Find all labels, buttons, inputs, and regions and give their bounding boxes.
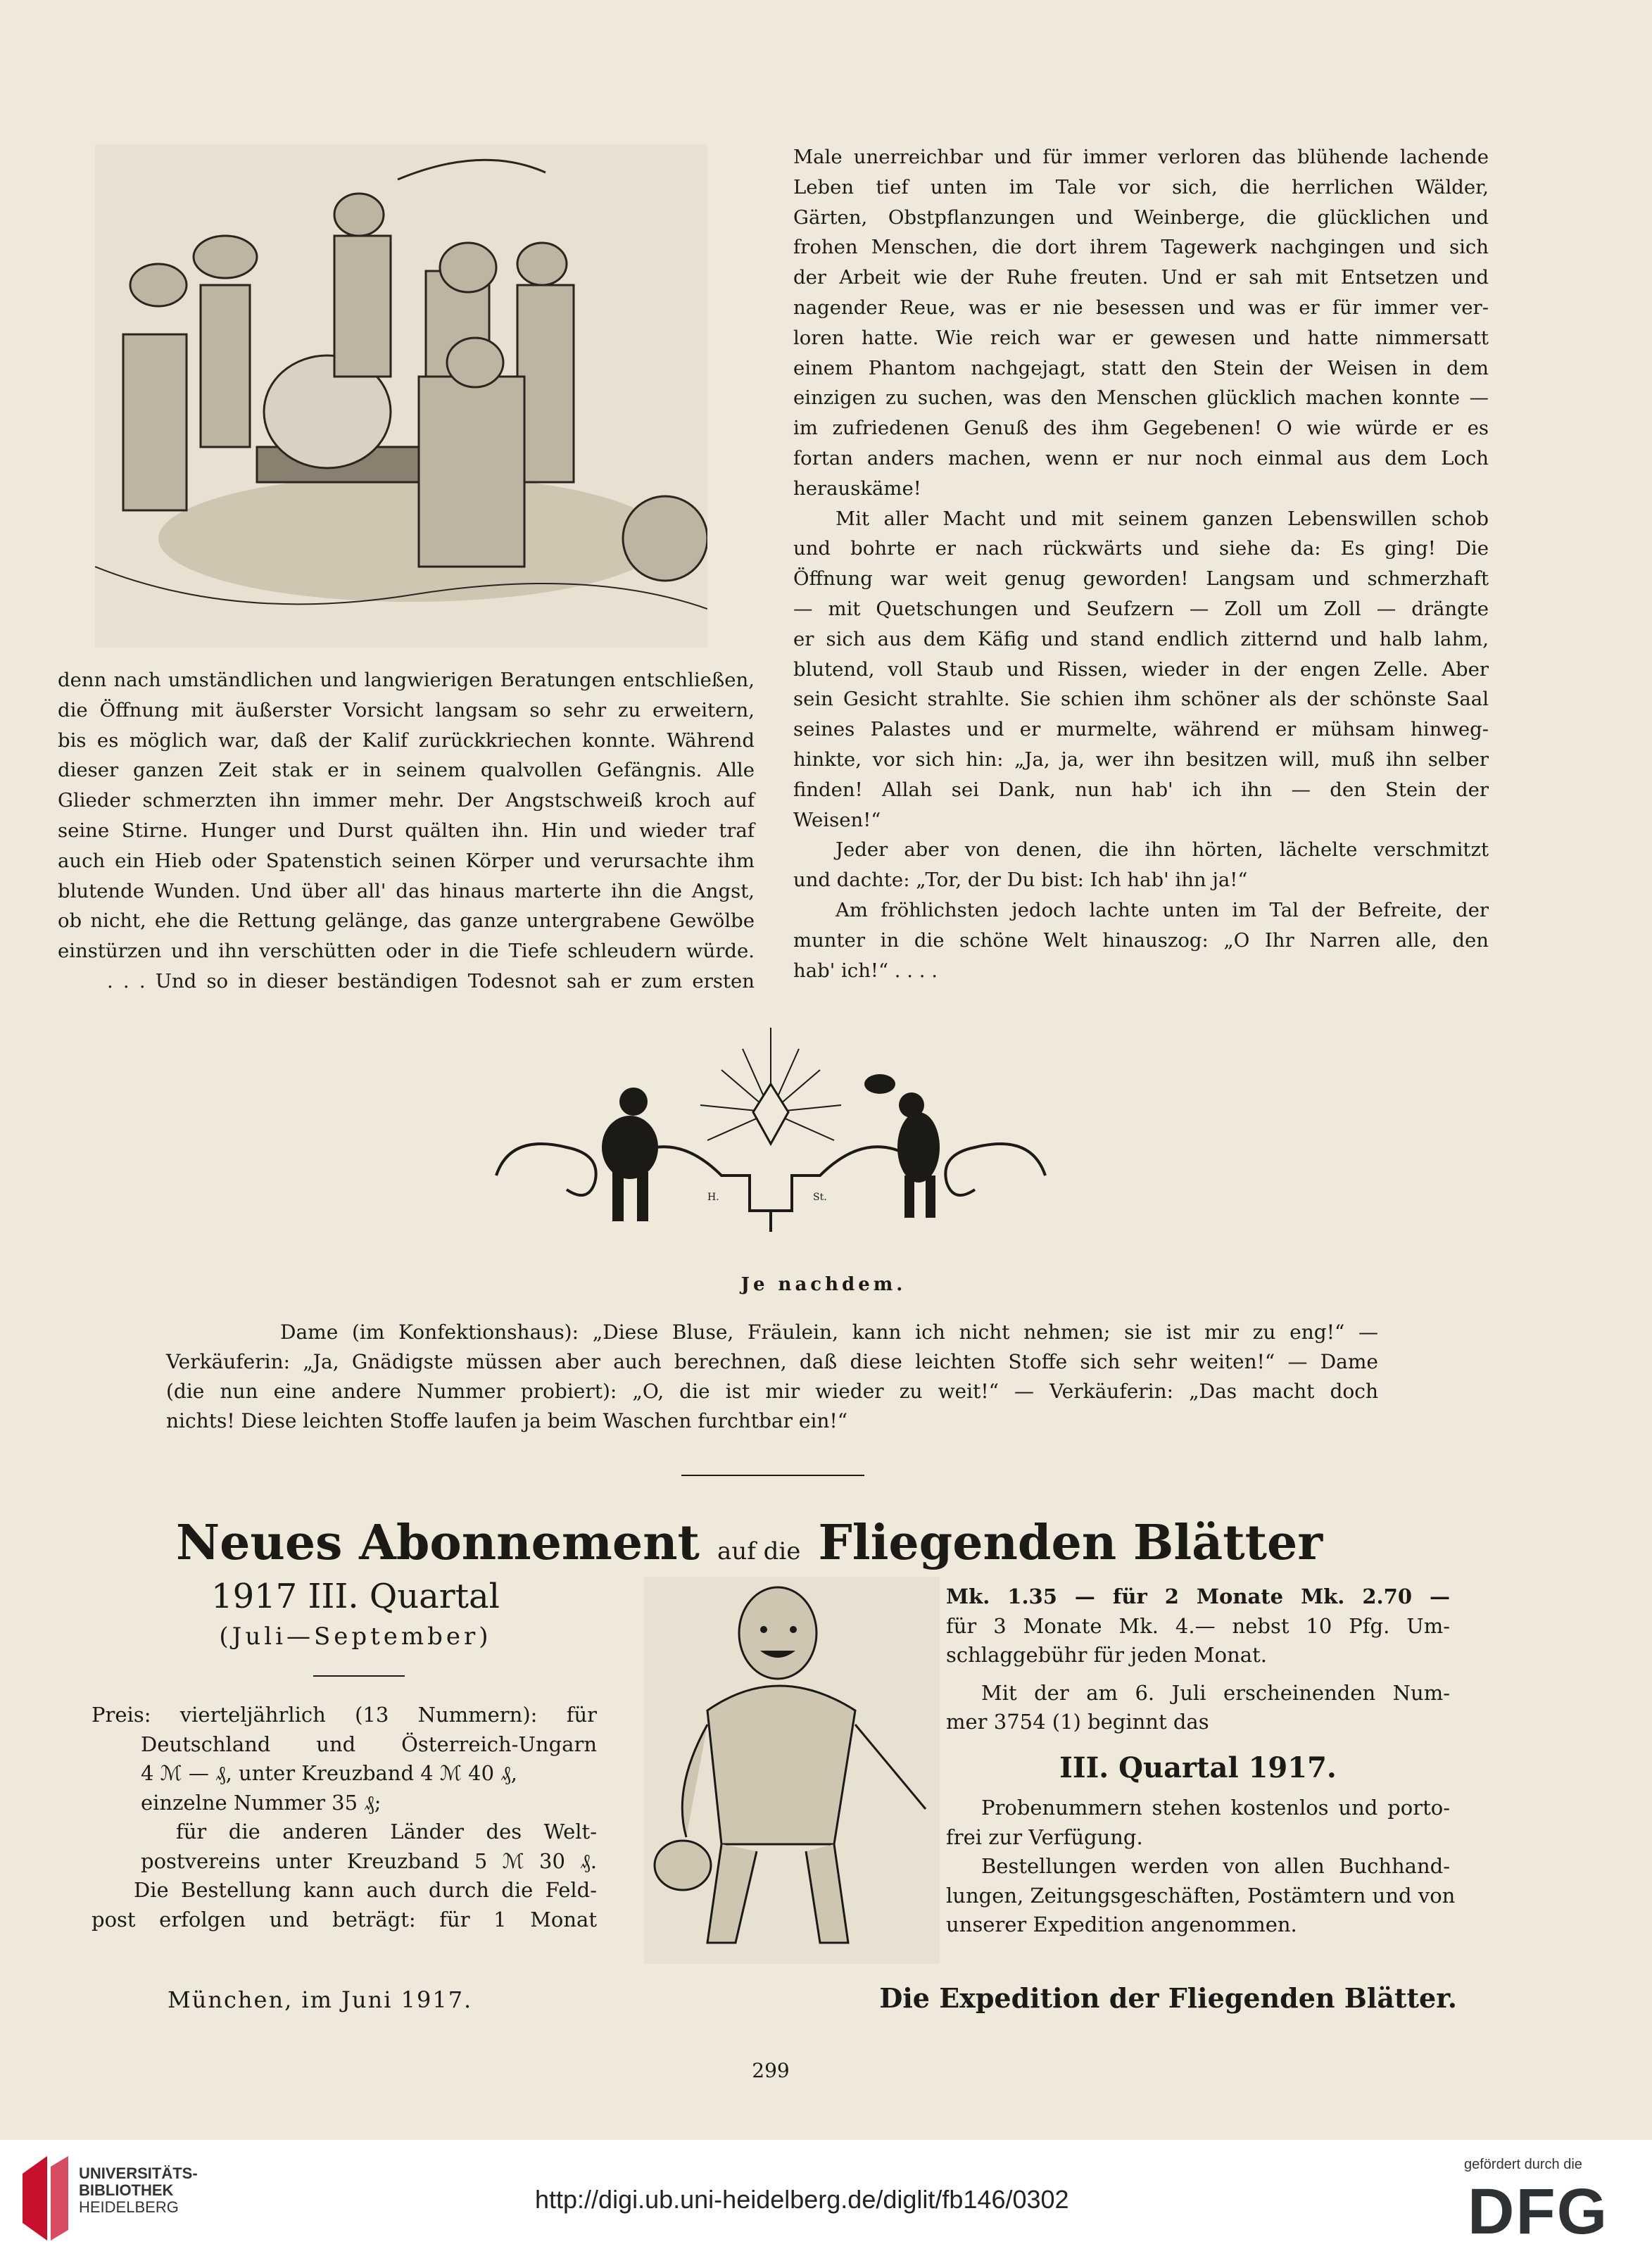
section-divider <box>681 1475 864 1476</box>
illustration-jester <box>644 1577 940 1964</box>
library-name: UNIVERSITÄTS- BIBLIOTHEK HEIDELBERG <box>79 2164 198 2216</box>
ad-price-right: Mk. 1.35 — für 2 Monate Mk. 2.70 — für 3 Monate Mk. 4.— nebst 10 Pfg. Um- schlaggebühr für jeden Monat. Mit der am 6. Juli erscheinenden Num- mer 3754 (1) beginnt das <box>946 1584 1450 1734</box>
ornamental-vignette <box>489 1028 1052 1239</box>
vignette-initials-left: H. <box>707 1192 719 1203</box>
funding-caption: gefördert durch die <box>1464 2157 1582 2172</box>
permalink-url[interactable]: http://digi.ub.uni-heidelberg.de/diglit/fb146/0302 <box>535 2185 1069 2214</box>
joke-title: Je nachdem. <box>740 1274 907 1295</box>
dfg-logo: DFG <box>1468 2176 1609 2248</box>
right-column-text: Male unerreichbar und für immer verloren das blühende lachende Leben tief unten im Tale vor sich, die herrlichen Wälder, Gärten, Obstpflanzungen und Weinberge, die glücklichen und frohen Menschen, die dort ihrem Tagewerk nachgingen und sich der Arbeit wie der Ruhe freuten. Und er sah mit Entsetzen und nagender Reue, was er nie besessen und was er für immer ver- loren hatte. Wie reich war er gewesen und hatte nimmersatt einem Phantom nachgejagt, statt den Stein der Weisen in dem einzigen zu suchen, was den Menschen glücklich machen konnte — im zufriedenen Genuß des ihm Gegebenen! O wie würde er es fortan anders machen, wenn er nur noch einmal aus dem Loch herauskäme! Mit aller Macht und mit seinem ganzen Lebenswillen schob und bohrte er nach rückwärts und siehe da: Es ging! Die Öffnung war weit genug geworden! Langsam und schmerzhaft — mit Quetschungen und Seufzern — Zoll um Zoll — drängte er sich aus dem Käfig und stand endlich zitternd und halb lahm, blutend, voll Staub und Rissen, wieder in der engen Zelle. Aber sein Gesicht strahlte. Sie schien ihm schöner als der schönste Saal seines Palastes und er murmelte, während er mühsam hinweg- hinkte, vor sich hin: „Ja, ja, wer ihn besitzen will, muß ihn selber finden! Allah sei Dank, nun hab' ich ihn — den Stein der Weisen!“ Jeder aber von denen, die ihn hörten, lächelte verschmitzt und dachte: „Tor, der Du bist: Ich hab' ihn ja!“ Am fröhlichsten jedoch lachte unten im Tal der Befreite, der munter in die schöne Welt hinauszog: „O Ihr Narren alle, den hab' ich!“ . . . . <box>793 146 1489 982</box>
ad-place-date: München, im Juni 1917. <box>168 1986 473 2013</box>
ad-short-divider <box>313 1675 405 1677</box>
joke-text: Dame (im Konfektionshaus): „Diese Bluse, Fräulein, kann ich nicht nehmen; sie ist mir zu eng!“ — Verkäuferin: „Ja, Gnädigste müssen aber auch berechnen, daß diese leichten Stoffe sich sehr weiten!“ — Dame (die nun eine andere Nummer probiert): „O, die ist mir wieder zu weit!“ — Verkäuferin: „Das macht doch nichts! Diese leichten Stoffe laufen ja beim Waschen furchtbar ein!“ <box>166 1321 1378 1432</box>
ad-quarter: 1917 III. Quartal <box>211 1577 500 1616</box>
ad-info-right: Probenummern stehen kostenlos und porto- frei zur Verfügung. Bestellungen werden von allen Buchhand- lungen, Zeitungsgeschäften, Postämtern und von unserer Expedition angenommen. <box>946 1796 1456 1936</box>
illustration-kalif-rescue <box>95 144 707 648</box>
page-number: 299 <box>752 2059 790 2082</box>
ad-headline: Neues Abonnement auf die Fliegenden Blätter <box>176 1515 1323 1571</box>
library-logo-icon <box>15 2153 72 2244</box>
footer-bar <box>0 2140 1652 2256</box>
vignette-initials-right: St. <box>813 1192 827 1203</box>
ad-price-left: Preis: vierteljährlich (13 Nummern): für Deutschland und Österreich-Ungarn 4 ℳ — ₰, unter Kreuzband 4 ℳ 40 ₰, einzelne Nummer 35 ₰; für die anderen Länder des Welt- postvereins unter Kreuzband 5 ℳ 30 ₰. Die Bestellung kann auch durch die Feld- post erfolgen und beträgt: für 1 Monat <box>92 1703 597 1932</box>
ad-signature: Die Expedition der Fliegenden Blätter. <box>879 1982 1457 2014</box>
left-column-text: denn nach umständlichen und langwierigen Beratungen entschließen, die Öffnung mit äußerster Vorsicht langsam so sehr zu erweitern, bis es möglich war, daß der Kalif zurückkriechen konnte. Während dieser ganzen Zeit stak er in seinem qualvollen Gefängnis. Alle Glieder schmerzten ihn immer mehr. Der Angstschweiß kroch auf seine Stirne. Hunger und Durst quälten ihn. Hin und wieder traf auch ein Hieb oder Spatenstich seinen Körper und verursachte ihm blutende Wunden. Und über all' das hinaus marterte ihn die Angst, ob nicht, ehe die Rettung gelänge, das ganze untergrabene Gewölbe einstürzen und ihn verschütten oder in die Tiefe schleudern würde. . . . Und so in dieser beständigen Todesnot sah er zum ersten <box>58 669 755 992</box>
ad-months: (Juli—September) <box>219 1622 492 1651</box>
vignette-ornament-icon <box>489 1028 1052 1239</box>
ad-quarter-right: III. Quartal 1917. <box>1059 1751 1337 1784</box>
